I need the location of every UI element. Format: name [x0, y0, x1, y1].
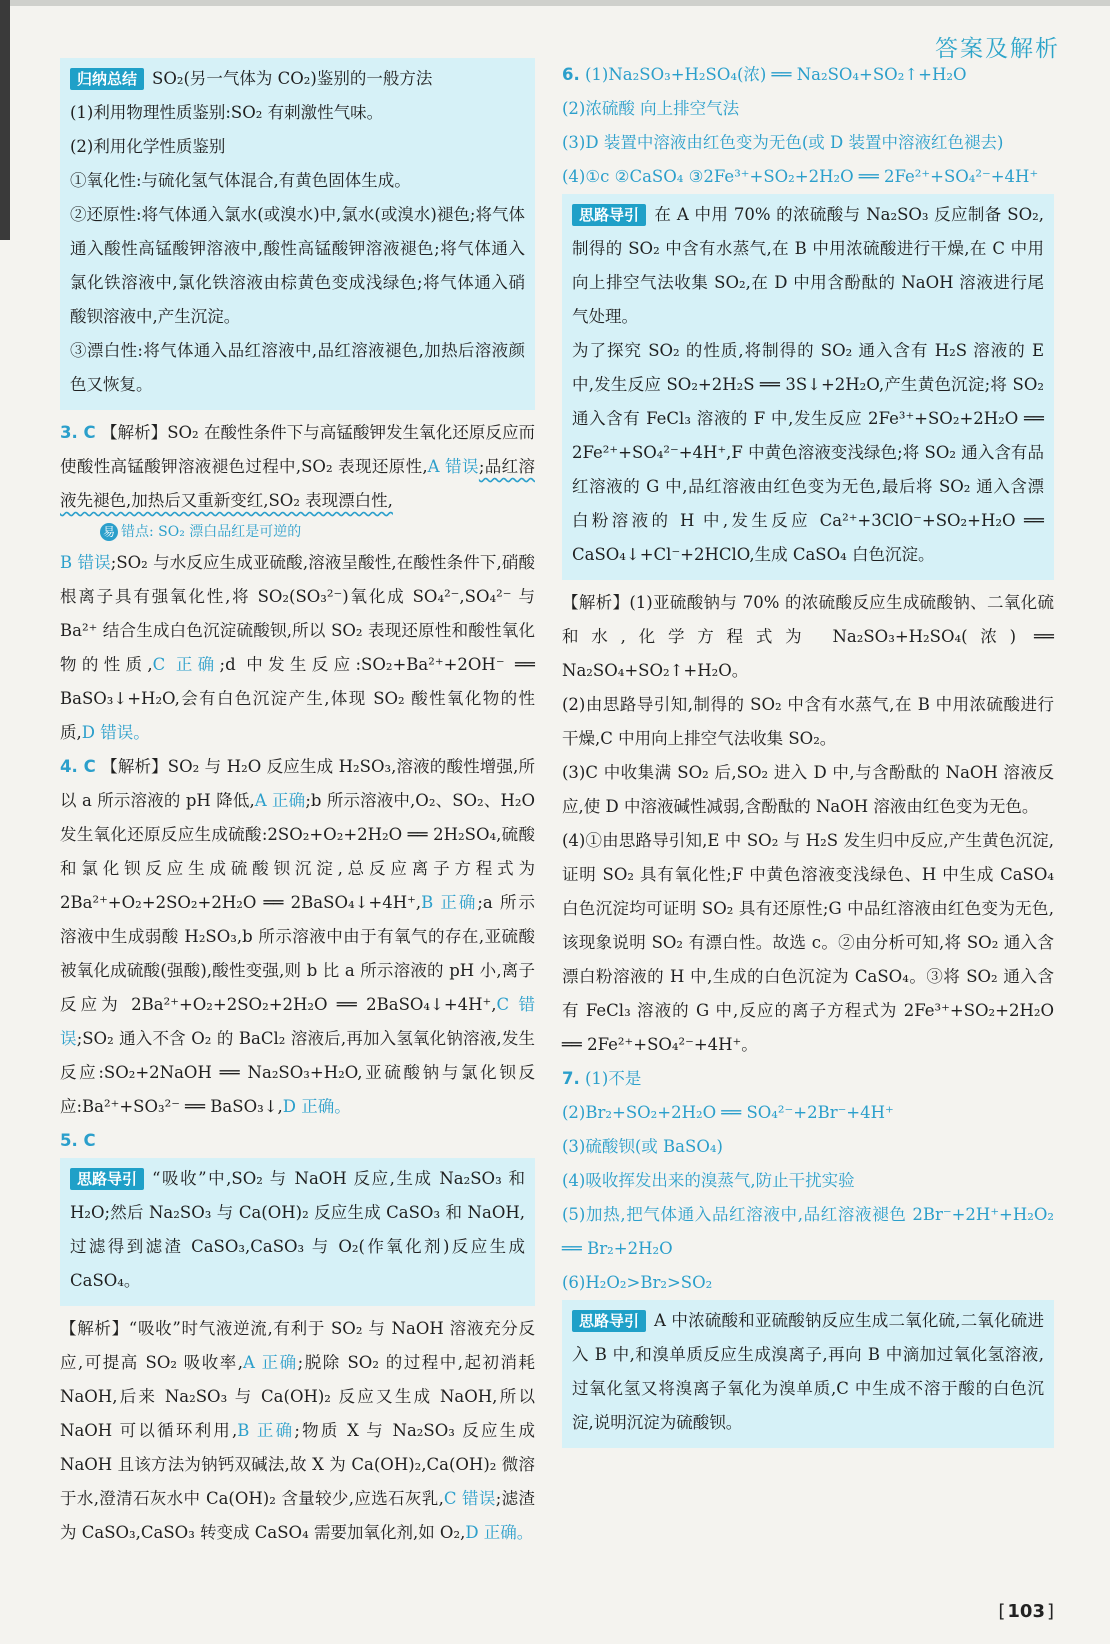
q7-guide-box: 思路导引 A 中浓硫酸和亚硫酸钠反应生成二氧化硫,二氧化硫进入 B 中,和溴单质反应生成溴离子,再向 B 中滴加过氧化氢溶液,过氧化氢又将溴离子氧化为溴单质,C 中生成不溶于酸的白色沉淀,说明沉淀为硫酸钡。 [562, 1300, 1054, 1448]
q6-number: 6. [562, 65, 580, 84]
q7-answer: (3)硫酸钡(或 BaSO₄) [562, 1137, 723, 1156]
q6-answer: (1)Na₂SO₃+H₂SO₄(浓) ══ Na₂SO₄+SO₂↑+H₂O [585, 65, 967, 84]
q4-text: 4. C 【解析】SO₂ 与 H₂O 反应生成 H₂SO₃,溶液的酸性增强,所以 a 所示溶液的 pH 降低,A 正确;b 所示溶液中,O₂、SO₂、H₂O 发生氧化还原反应生成硫酸:2SO₂+O₂+2H₂O ══ 2H₂SO₄,硫酸和氯化钡反应生成硫酸钡沉淀,总反应离子方程式为 2Ba²⁺+O₂+2SO₂+2H₂O ══ 2BaSO₄↓+4H⁺,B 正确;a 所示溶液中生成弱酸 H₂SO₃,b 所示溶液中由于有氧气的存在,亚硫酸被氧化成硫酸(强酸),酸性变强,则 b 比 a 所示溶液的 pH 小,离子反应为 2Ba²⁺+O₂+2SO₂+2H₂O ══ 2BaSO₄↓+4H⁺,C 错误;SO₂ 通入不含 O₂ 的 BaCl₂ 溶液后,再加入氢氧化钠溶液,发生反应:SO₂+2NaOH ══ Na₂SO₃+H₂O,亚硫酸钠与氯化钡反应:Ba²⁺+SO₃²⁻ ══ BaSO₃↓,D 正确。 [60, 757, 536, 1116]
summary-tag: 归纳总结 [70, 68, 144, 90]
q6-analysis: (4)①由思路导引知,E 中 SO₂ 与 H₂S 发生归中反应,产生黄色沉淀,证明 SO₂ 具有氧化性;F 中黄色溶液变浅绿色、H 中生成 CaSO₄ 白色沉淀均可证明 SO₂ 具有还原性;G 中品红溶液由红色变为无色,该现象说明 SO₂ 有漂白性。故选 c。②由分析可知,将 SO₂ 通入含漂白粉溶液的 H 中,生成的白色沉淀为 CaSO₄。③将 SO₂ 通入含有 FeCl₃ 溶液的 G 中,反应的离子方程式为 2Fe³⁺+SO₂+2H₂O ══ 2Fe²⁺+SO₄²⁻+4H⁺。 [562, 831, 1054, 1054]
error-mark-icon: 易 [100, 523, 118, 541]
q6-answer: (3)D 装置中溶液由红色变为无色(或 D 装置中溶液红色褪去) [562, 133, 1004, 152]
summary-line: ①氧化性:与硫化氢气体混合,有黄色固体生成。 [70, 171, 411, 190]
left-column: 归纳总结 SO₂(另一气体为 CO₂)鉴别的一般方法 (1)利用物理性质鉴别:SO₂ 有刺激性气味。 (2)利用化学性质鉴别 ①氧化性:与硫化氢气体混合,有黄色固体生成。 ②还原性:将气体通入氯水(或溴水)中,氯水(或溴水)褪色;将气体通入酸性高锰酸钾溶液中,酸性高锰酸钾溶液褪色;将气体通入氯化铁溶液中,氯化铁溶液由棕黄色变成浅绿色;将气体通入硝酸钡溶液中,产生沉淀。 ③漂白性:将气体通入品红溶液中,品红溶液褪色,加热后溶液颜色又恢复。 3. C 【解析】SO₂ 在酸性条件下与高锰酸钾发生氧化还原反应而使酸性高锰酸钾溶液褪色过程中,SO₂ 表现还原性,A 错误;品红溶液先褪色,加热后又重新变红,SO₂ 表现漂白性, 易 错点: SO₂ 漂白品红是可逆的 B 错误;SO₂ 与水反应生成亚硫酸,溶液呈酸性,在酸性条件下,硝酸根离子具有强氧化性,将 SO₂(SO₃²⁻)氧化成 SO₄²⁻,SO₄²⁻ 与 Ba²⁺ 结合生成白色沉淀硫酸钡,所以 SO₂ 表现还原性和酸性氧化物的性质,C 正确;d 中发生反应:SO₂+Ba²⁺+2OH⁻ ══ BaSO₃↓+H₂O,会有白色沉淀产生,体现 SO₂ 酸性氧化物的性质,D 错误。 4. C 【解析】SO₂ 与 H₂O 反应生成 H₂SO₃,溶液的酸性增强,所以 a 所示溶液的 pH 降低,A 正确;b 所示溶液中,O₂、SO₂、H₂O 发生氧化还原反应生成硫酸:2SO₂+O₂+2H₂O ══ 2H₂SO₄,硫酸和氯化钡反应生成硫酸钡沉淀,总反应离子方程式为 2Ba²⁺+O₂+2SO₂+2H₂O ══ 2BaSO₄↓+4H⁺,B 正确;a 所示溶液中生成弱酸 H₂SO₃,b 所示溶液中由于有氧气的存在,亚硫酸被氧化成硫酸(强酸),酸性变强,则 b 比 a 所示溶液的 pH 小,离子反应为 2Ba²⁺+O₂+2SO₂+2H₂O ══ 2BaSO₄↓+4H⁺,C 错误;SO₂ 通入不含 O₂ 的 BaCl₂ 溶液后,再加入氢氧化钠溶液,发生反应:SO₂+2NaOH ══ Na₂SO₃+H₂O,亚硫酸钠与氯化钡反应:Ba²⁺+SO₃²⁻ ══ BaSO₃↓,D 正确。 5. C 思路导引 “吸收”中,SO₂ 与 NaOH 反应,生成 Na₂SO₃ 和 H₂O;然后 Na₂SO₃ 与 Ca(OH)₂ 反应生成 CaSO₃ 和 NaOH,过滤得到滤渣 CaSO₃,CaSO₃ 与 O₂(作氧化剂)反应生成 CaSO₄。 【解析】“吸收”时气液逆流,有利于 SO₂ 与 NaOH 溶液充分反应,可提高 SO₂ 吸收率,A 正确;脱除 SO₂ 的过程中,起初消耗 NaOH,后来 Na₂SO₃ 与 Ca(OH)₂ 反应又生成 NaOH,所以 NaOH 可以循环利用,B 正确;物质 X 与 Na₂SO₃ 反应生成 NaOH 且该方法为钠钙双碱法,故 X 为 Ca(OH)₂,Ca(OH)₂ 微溶于水,澄清石灰水中 Ca(OH)₂ 含量较少,应选石灰乳,C 错误;滤渣为 CaSO₃,CaSO₃ 转变成 CaSO₄ 需要加氧化剂,如 O₂,D 正确。 [60, 58, 535, 1550]
q6-answer: (4)①c ②CaSO₄ ③2Fe³⁺+SO₂+2H₂O ══ 2Fe²⁺+SO₄²⁻+4H⁺ [562, 167, 1039, 186]
page-header: 答案及解析 [935, 36, 1060, 62]
q3-text: 3. C 【解析】SO₂ 在酸性条件下与高锰酸钾发生氧化还原反应而使酸性高锰酸钾溶液褪色过程中,SO₂ 表现还原性,A 错误;品红溶液先褪色,加热后又重新变红,SO₂ 表现漂白性, [60, 423, 536, 510]
q5-number: 5. C [60, 1131, 96, 1150]
q6-answer: (2)浓硫酸 向上排空气法 [562, 99, 740, 118]
q6-guide-box: 思路导引 在 A 中用 70% 的浓硫酸与 Na₂SO₃ 反应制备 SO₂,制得的 SO₂ 中含有水蒸气,在 B 中用浓硫酸进行干燥,在 C 中用向上排空气法收集 SO₂,在 D 中用含酚酞的 NaOH 溶液进行尾气处理。 为了探究 SO₂ 的性质,将制得的 SO₂ 通入含有 H₂S 溶液的 E 中,发生反应 SO₂+2H₂S ══ 3S↓+2H₂O,产生黄色沉淀;将 SO₂ 通入含有 FeCl₃ 溶液的 F 中,发生反应 2Fe³⁺+SO₂+2H₂O ══ 2Fe²⁺+SO₄²⁻+4H⁺,F 中黄色溶液变浅绿色;将 SO₂ 通入含有品红溶液的 G 中,品红溶液由红色变为无色,最后将 SO₂ 通入含漂白粉溶液的 H 中,发生反应 Ca²⁺+3ClO⁻+SO₂+H₂O ══ CaSO₄↓+Cl⁻+2HClO,生成 CaSO₄ 白色沉淀。 [562, 194, 1054, 580]
q7-number: 7. [562, 1069, 580, 1088]
summary-title: SO₂(另一气体为 CO₂)鉴别的一般方法 [152, 69, 433, 88]
summary-box [60, 58, 535, 410]
guide-tag: 思路导引 [572, 204, 646, 226]
summary-line: (2)利用化学性质鉴别 [70, 137, 226, 156]
error-note: 易 错点: SO₂ 漂白品红是可逆的 [100, 518, 535, 546]
binding-edge [0, 0, 10, 240]
q7-answer: (5)加热,把气体通入品红溶液中,品红溶液褪色 2Br⁻+2H⁺+H₂O₂ ══ Br₂+2H₂O [562, 1205, 1054, 1258]
guide-tag: 思路导引 [572, 1310, 646, 1332]
q6-analysis: (2)由思路导引知,制得的 SO₂ 中含有水蒸气,在 B 中用浓硫酸进行干燥,C 中用向上排空气法收集 SO₂。 [562, 695, 1054, 748]
q7-answer: (1)不是 [585, 1069, 642, 1088]
summary-line: ③漂白性:将气体通入品红溶液中,品红溶液褪色,加热后溶液颜色又恢复。 [70, 341, 525, 394]
top-edge [0, 0, 1110, 6]
q4-number: 4. C [60, 757, 96, 776]
q6-analysis: 【解析】(1)亚硫酸钠与 70% 的浓硫酸反应生成硫酸钠、二氧化硫和水,化学方程式为 Na₂SO₃+H₂SO₄(浓) ══ Na₂SO₄+SO₂↑+H₂O。 [562, 593, 1054, 680]
right-column [562, 58, 1054, 1454]
summary-line: ②还原性:将气体通入氯水(或溴水)中,氯水(或溴水)褪色;将气体通入酸性高锰酸钾溶液中,酸性高锰酸钾溶液褪色;将气体通入氯化铁溶液中,氯化铁溶液由棕黄色变成浅绿色;将气体通入硝酸钡溶液中,产生沉淀。 [70, 205, 525, 326]
q7-answer: (4)吸收挥发出来的溴蒸气,防止干扰实验 [562, 1171, 855, 1190]
q7-answer: (6)H₂O₂>Br₂>SO₂ [562, 1273, 713, 1292]
summary-line: (1)利用物理性质鉴别:SO₂ 有刺激性气味。 [70, 103, 384, 122]
q6-analysis: (3)C 中收集满 SO₂ 后,SO₂ 进入 D 中,与含酚酞的 NaOH 溶液反应,使 D 中溶液碱性减弱,含酚酞的 NaOH 溶液由红色变为无色。 [562, 763, 1054, 816]
q3-number: 3. C [60, 423, 96, 442]
page-number: [ 103 ] [998, 1601, 1054, 1622]
guide-tag: 思路导引 [70, 1168, 144, 1190]
q5-text: 【解析】“吸收”时气液逆流,有利于 SO₂ 与 NaOH 溶液充分反应,可提高 SO₂ 吸收率,A 正确;脱除 SO₂ 的过程中,起初消耗 NaOH,后来 Na₂SO₃ 与 Ca(OH)₂ 反应又生成 NaOH,所以 NaOH 可以循环利用,B 正确;物质 X 与 Na₂SO₃ 反应生成 NaOH 且该方法为钠钙双碱法,故 X 为 Ca(OH)₂,Ca(OH)₂ 微溶于水,澄清石灰水中 Ca(OH)₂ 含量较少,应选石灰乳,C 错误;滤渣为 CaSO₃,CaSO₃ 转变成 CaSO₄ 需要加氧化剂,如 O₂,D 正确。 [60, 1319, 535, 1542]
q7-answer: (2)Br₂+SO₂+2H₂O ══ SO₄²⁻+2Br⁻+4H⁺ [562, 1103, 894, 1122]
q5-guide-box: 思路导引 “吸收”中,SO₂ 与 NaOH 反应,生成 Na₂SO₃ 和 H₂O;然后 Na₂SO₃ 与 Ca(OH)₂ 反应生成 CaSO₃ 和 NaOH,过滤得到滤渣 CaSO₃,CaSO₃ 与 O₂(作氧化剂)反应生成 CaSO₄。 [60, 1158, 535, 1306]
